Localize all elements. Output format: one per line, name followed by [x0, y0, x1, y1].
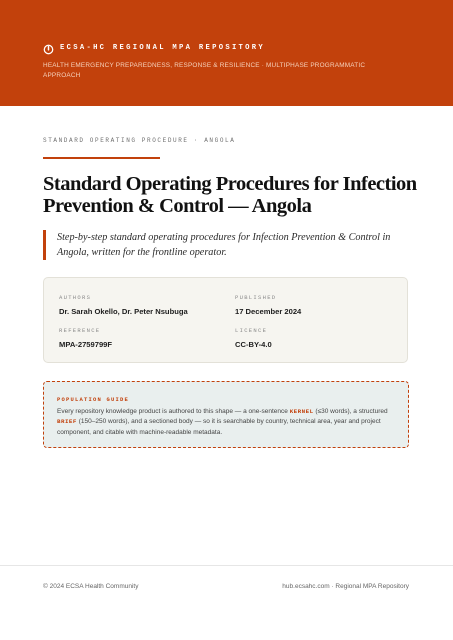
document-eyebrow: STANDARD OPERATING PROCEDURE · ANGOLA	[43, 137, 236, 144]
meta-reference	[59, 327, 112, 349]
population-guide-label: POPULATION GUIDE	[57, 396, 130, 403]
accent-rule	[43, 157, 160, 159]
population-guide-text	[57, 407, 397, 438]
site-header	[0, 0, 453, 106]
footer-copyright: © 2024 ECSA Health Community	[43, 583, 139, 590]
meta-published-label: PUBLISHED	[235, 294, 277, 301]
meta-reference-label: REFERENCE	[59, 327, 101, 334]
power-icon	[43, 42, 54, 53]
meta-published	[235, 294, 301, 316]
lede: Step-by-step standard operating procedures for Infection Prevention & Control in Angola, written for the frontline operator.	[57, 232, 391, 258]
meta-authors	[59, 294, 188, 316]
meta-licence-label: LICENCE	[235, 327, 268, 334]
keyword-kernel: KERNEL	[289, 408, 314, 415]
guide-text-3: (150–250 words), and a sectioned body — so it is searchable by country, technical area, year and project component, and citable with machine-readable metadata.	[57, 418, 381, 436]
population-guide	[43, 381, 409, 448]
meta-published-value: 17 December 2024	[235, 307, 302, 316]
brand[interactable]	[43, 42, 265, 53]
guide-text-1: Every repository knowledge product is authored to this shape — a one-sentence	[57, 408, 290, 415]
meta-authors-label: AUTHORS	[59, 294, 92, 301]
meta-authors-value: Dr. Sarah Okello, Dr. Peter Nsubuga	[59, 307, 188, 316]
meta-licence-value: CC-BY-4.0	[235, 340, 272, 349]
brand-subtitle: HEALTH EMERGENCY PREPAREDNESS, RESPONSE & RESILIENCE · MULTIPHASE PROGRAMMATIC APPROACH	[43, 62, 366, 79]
guide-text-2: (≤30 words), a structured	[313, 408, 388, 415]
keyword-brief: BRIEF	[57, 418, 77, 426]
brand-name: ECSA-HC REGIONAL MPA REPOSITORY	[60, 43, 266, 52]
lede-accent-bar	[43, 230, 46, 260]
footer-site-link[interactable]: hub.ecsahc.com · Regional MPA Repository	[282, 583, 409, 590]
metadata-card	[43, 277, 408, 363]
footer-divider	[0, 565, 453, 566]
meta-reference-value: MPA-2759799F	[59, 340, 113, 349]
page-title: Standard Operating Procedures for Infection Prevention & Control — Angola	[43, 173, 417, 217]
meta-licence	[235, 327, 272, 349]
